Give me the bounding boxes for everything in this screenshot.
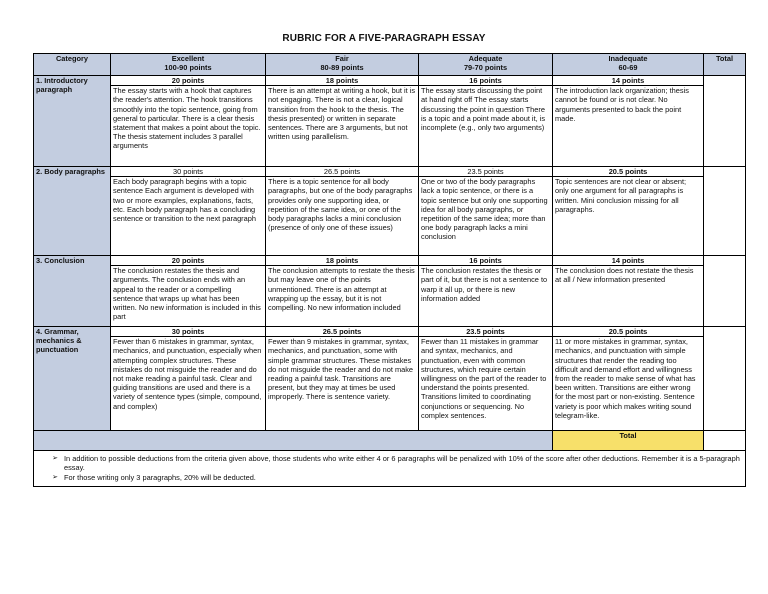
- header-fair: Fair 80-89 points: [266, 54, 419, 76]
- footer-spacer: [34, 431, 553, 451]
- cell-fair: 18 points There is an attempt at writing a hook, but it is not engaging. There is not a clear, logical transition from the hook to the thesis. The thesis presented) or written in separate sentences. There are 3 arguments, but not written using parallelism.: [266, 76, 419, 167]
- cell-fair: 18 points The conclusion attempts to restate the thesis but may leave one of the points unmentioned. There is an attempt at wrapping up the essay, but it is not compelling. No new information included: [266, 256, 419, 327]
- cell-adequate: 16 points The essay starts discussing the point at hand right off The essay starts discussing the point in question There is a topic and a point made about it, is incomplete (e.g., only two arguments): [419, 76, 553, 167]
- cell-adequate: 16 points The conclusion restates the thesis or part of it, but there is not a sentence to warp it all up, or there is new information added: [419, 256, 553, 327]
- total-row: [34, 431, 746, 451]
- cell-total: [704, 256, 746, 327]
- header-total: Total: [704, 54, 746, 76]
- table-row: [34, 327, 746, 431]
- cell-fair: 26.5 points Fewer than 9 mistakes in grammar, syntax, mechanics, and punctuation, some with simple grammar structures. These mistakes do not misguide the reader and do not make reading a painful task. Transitions are present, but they may at times be used improperly. There is sentence variety.: [266, 327, 419, 431]
- table-row: [34, 167, 746, 256]
- arrowhead-bullet-icon: ➢: [52, 455, 58, 462]
- table-row: [34, 256, 746, 327]
- cell-excellent: 30 points Fewer than 6 mistakes in grammar, syntax, mechanics, and punctuation, especially when attempting complex structures. These mistakes do not misguide the reader and do not make reading a painful task. Clear and guiding transitions are used and there is a variety of sentence types (simple, compound, and complex): [111, 327, 266, 431]
- category-body: 2. Body paragraphs: [34, 167, 111, 256]
- cell-total: [704, 76, 746, 167]
- cell-adequate: 23.5 points One or two of the body paragraphs lack a topic sentence, or there is a topic sentence but only one supporting idea for all body paragraphs, or repetition of the same idea; more than one body paragraph lacks a mini conclusion: [419, 167, 553, 256]
- header-category: Category: [34, 54, 111, 76]
- category-grammar: 4. Grammar, mechanics & punctuation: [34, 327, 111, 431]
- header-excellent: Excellent 100-90 points: [111, 54, 266, 76]
- table-row: [34, 76, 746, 167]
- note-item: ➢ For those writing only 3 paragraphs, 20% will be deducted.: [38, 473, 741, 482]
- cell-excellent: 20 points The conclusion restates the thesis and arguments. The conclusion ends with an appeal to the reader or a compelling sentence that wraps up what has been written. No new information is included in this part: [111, 256, 266, 327]
- page-title: RUBRIC FOR A FIVE-PARAGRAPH ESSAY: [282, 33, 486, 44]
- category-introductory: 1. Introductory paragraph: [34, 76, 111, 167]
- footer-total-value: [704, 431, 746, 451]
- cell-total: [704, 327, 746, 431]
- category-conclusion: 3. Conclusion: [34, 256, 111, 327]
- cell-inadequate: 14 points The conclusion does not restate the thesis at all / New information presented: [553, 256, 704, 327]
- note-item: ➢ In addition to possible deductions from the criteria given above, those students who write either 4 or 6 paragraphs will be penalized with 10% of the score after other deductions. Remember it is a 5-paragraph essay.: [38, 454, 741, 473]
- cell-inadequate: 14 points The introduction lack organization; thesis cannot be found or is not clear. No arguments presented to back the point made.: [553, 76, 704, 167]
- cell-inadequate: 20.5 points Topic sentences are not clear or absent; only one argument for all paragraphs is written. Mini conclusion missing for all paragraphs.: [553, 167, 704, 256]
- cell-total: [704, 167, 746, 256]
- rubric-table: [33, 53, 746, 487]
- cell-excellent: 20 points The essay starts with a hook that captures the reader's attention. The hook transitions smoothly into the topic sentence, going from general to particular. There is a clear thesis statement that makes a point about the topic. The thesis statement includes 3 parallel arguments: [111, 76, 266, 167]
- cell-adequate: 23.5 points Fewer than 11 mistakes in grammar and syntax, mechanics, and punctuation, even with common structures, which require certain willingness on the part of the reader to understand the points presented. Transitions limited to coordinating conjunctions or sequencing. No complex sentences.: [419, 327, 553, 431]
- header-inadequate: Inadequate 60-69: [553, 54, 704, 76]
- cell-inadequate: 20.5 points 11 or more mistakes in grammar, syntax, mechanics, and punctuation with simple structures that render the reading too difficult and demand effort and willingness from the reader to make sense of what has been written. Transitions are either wrong for the most part or non-existing. Sentence variety is poor which makes writing sound telegram-like.: [553, 327, 704, 431]
- header-adequate: Adequate 79-70 points: [419, 54, 553, 76]
- footer-total-label: Total: [553, 431, 704, 451]
- notes-row: [34, 451, 746, 487]
- notes-cell: [34, 451, 746, 487]
- cell-excellent: 30 points Each body paragraph begins with a topic sentence Each argument is developed with two or more examples, explanations, facts, etc. Each body paragraph has a concluding sentence or transition to the next paragraph: [111, 167, 266, 256]
- cell-fair: 26.5 points There is a topic sentence for all body paragraphs, but one of the body paragraphs provides only one supporting idea, or repetition of the same idea, or one of the body paragraphs lacks a mini conclusion (presence of only one of these issues): [266, 167, 419, 256]
- arrowhead-bullet-icon: ➢: [52, 473, 58, 481]
